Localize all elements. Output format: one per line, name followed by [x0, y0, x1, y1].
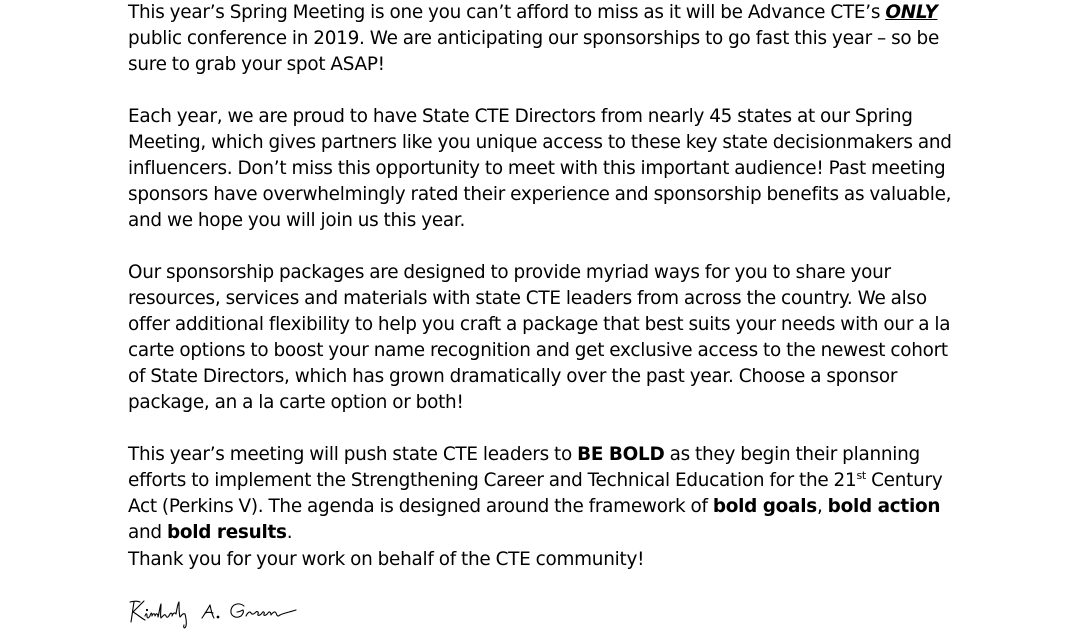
separator-comma: ,	[816, 496, 828, 517]
be-bold-text-middle: as they begin their planning efforts to implement the Strengthening Career and Technical Education for the 21	[128, 444, 920, 491]
ordinal-superscript: st	[856, 468, 866, 482]
sentence-period: .	[286, 522, 293, 543]
paragraph-packages: Our sponsorship packages are designed to provide myriad ways for you to share your resources, services and materials with state CTE leaders from across the country. We also offer additional flexibility to help you craft a package that best suits your needs with our a la carte options to boost your name recognition and get exclusive access to the newest cohort of State Directors, which has grown dramatically over the past year. Choose a sponsor package, an a la carte option or both!	[128, 262, 951, 413]
paragraph-thanks: Thank you for your work on behalf of the CTE community!	[128, 549, 645, 570]
intro-text-end: public conference in 2019. We are anticipating our sponsorships to go fast this year – so be sure to grab your spot ASAP!	[128, 28, 940, 75]
be-bold-text-framework: Century Act (Perkins V). The agenda is designed around the framework of	[128, 470, 943, 517]
intro-text-start: This year’s Spring Meeting is one you can’t afford to miss as it will be Advance CTE’s	[128, 2, 886, 23]
paragraph-be-bold	[128, 442, 968, 546]
emphasis-only: ONLY	[885, 2, 938, 23]
emphasis-bold-results: bold results	[166, 522, 287, 543]
paragraph-intro	[128, 0, 968, 78]
signature-image	[128, 592, 328, 632]
separator-and: and	[128, 522, 167, 543]
be-bold-text-start: This year’s meeting will push state CTE leaders to	[128, 444, 578, 465]
emphasis-be-bold: BE BOLD	[577, 444, 665, 465]
emphasis-bold-action: bold action	[827, 496, 941, 517]
emphasis-bold-goals: bold goals	[712, 496, 817, 517]
paragraph-directors: Each year, we are proud to have State CTE Directors from nearly 45 states at our Spring Meeting, which gives partners like you unique access to these key state decisionmakers and influencers. Don’t miss this opportunity to meet with this important audience! Past meeting sponsors have overwhelmingly rated their experience and sponsorship benefits as valuable, and we hope you will join us this year.	[128, 106, 952, 231]
